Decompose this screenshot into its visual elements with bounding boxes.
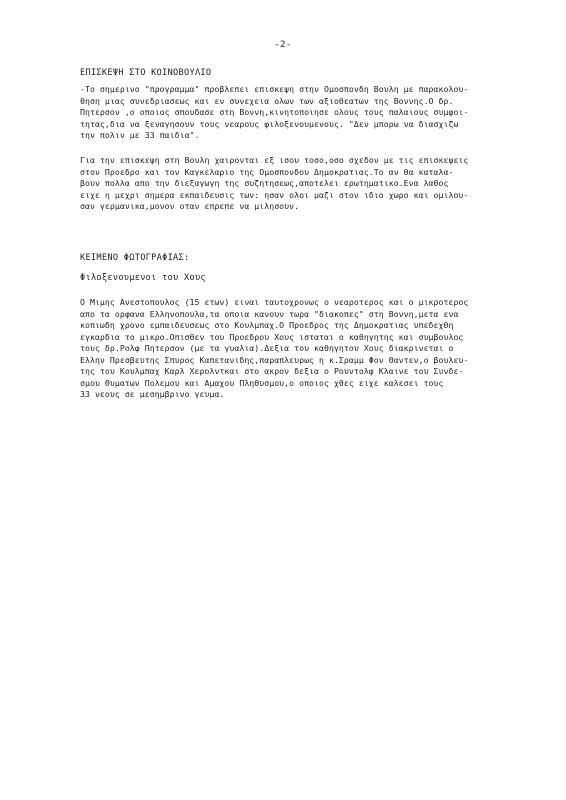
text-line: απο τα ορφανα Ελληνοπουλα,τα οποια κανουν τωρα "διακοπες" στη Βοννη,μετα ενα (80, 308, 459, 319)
text-line: Ο Μιμης Ανεστοπουλος (15 ετων) ειναι ταυτοχρονως ο νεαροτερος και ο μικροτερος (80, 297, 469, 307)
text-line: ειχε η μεχρι σημερα εκπαιδευσις των: ησαν ολοι μαζι στον ιδιο χωρο και ομιλου- (80, 189, 469, 200)
text-line: 33 νεους σε μεσημβρινο γευμα. (80, 389, 225, 399)
text-line: στον Προεδρο και τον Καγκελαριο της Ομοσπονδου Δημοκρατιας.Το αν θα καταλα- (80, 166, 454, 177)
text-line: την πολιν με 33 παιδια". (80, 130, 200, 140)
page-number: -2- (274, 40, 292, 50)
text-line: Πητερσον ,ο οποιος σπουδασε στη Βοννη,κινητοποιησε ολους τους παλαιους συμφοι- (80, 107, 469, 117)
text-line: Για την επισκεψη στη Βουλη χαιρονται εξ ισου τοσο,οσο σχεδον με τις επισκεψεις (80, 155, 469, 165)
paragraph-visit-details (80, 155, 500, 213)
text-line: τητας,δια να ξεναγησουν τους νεαρους φιλοξενουμενους. "Δεν μπορω να διασχιζω (80, 118, 459, 129)
text-line: σαν γερμανικα,μονον οταν επρεπε να μιλησουν. (80, 201, 300, 211)
text-line: τους δρ.Ρολφ Πητερσον (με τα γυαλια).Δεξια του καθηγητου Χους διακρινεται ο (80, 343, 454, 353)
text-line: -Το σημερινο "προγραμμα" προβλεπει επισκεψη στην Ομοσπονδη Βουλη με παρακολου- (80, 84, 469, 94)
text-line: εγκαρδια το μικρο.Οπισθεν του Προεδρου Χους ισταται ο καθηγητης και συμβουλος (80, 331, 464, 342)
text-line: Ελλην Πρεσβευτης Σπυρος Καπετανιδης,παραπλευρως η κ.Σραμμ Φον Θαντεν,ο βουλευ- (80, 354, 469, 365)
section-heading-parliament-visit: ΕΠΙΣΚΕΨΗ ΣΤΟ ΚΟΙΝΟΒΟΥΛΙΟ (80, 68, 212, 78)
subheading-guests: Φιλοξενουμενοι του Χους (80, 273, 206, 283)
text-line: της του Κουλμπαχ Καρλ Χερολντκαι στο ακρον δεξια ο Ρουντολφ Κλαινε του Συνδε- (80, 366, 464, 376)
section-heading-photo-caption: ΚΕΙΜΕΝΟ ΦΩΤΟΓΡΑΦΙΑΣ: (80, 253, 190, 263)
text-line: θηση μιας συνεδριασεως και εν συνεχεια ολων των αξιοθεατων της Βοννης.Ο δρ. (80, 95, 454, 106)
text-line: κοπιωδη χρονο εμπαιδευσεως στο Κουλμπαχ.Ο Προεδρος της Δημοκρατιας υπεδεχθη (80, 320, 454, 330)
text-line: βουν πολλα απο την διεξαγωγη της συζητησεως,αποτελει ερωτηματικο.Ενα λαθος (80, 178, 449, 188)
paragraph-program (80, 84, 500, 142)
paragraph-photo-caption (80, 297, 500, 401)
text-line: σμου Θυματων Πολεμου και Αμαχου Πληθυσμου,ο οποιος χθες ειχε καλεσει τους (80, 377, 444, 388)
